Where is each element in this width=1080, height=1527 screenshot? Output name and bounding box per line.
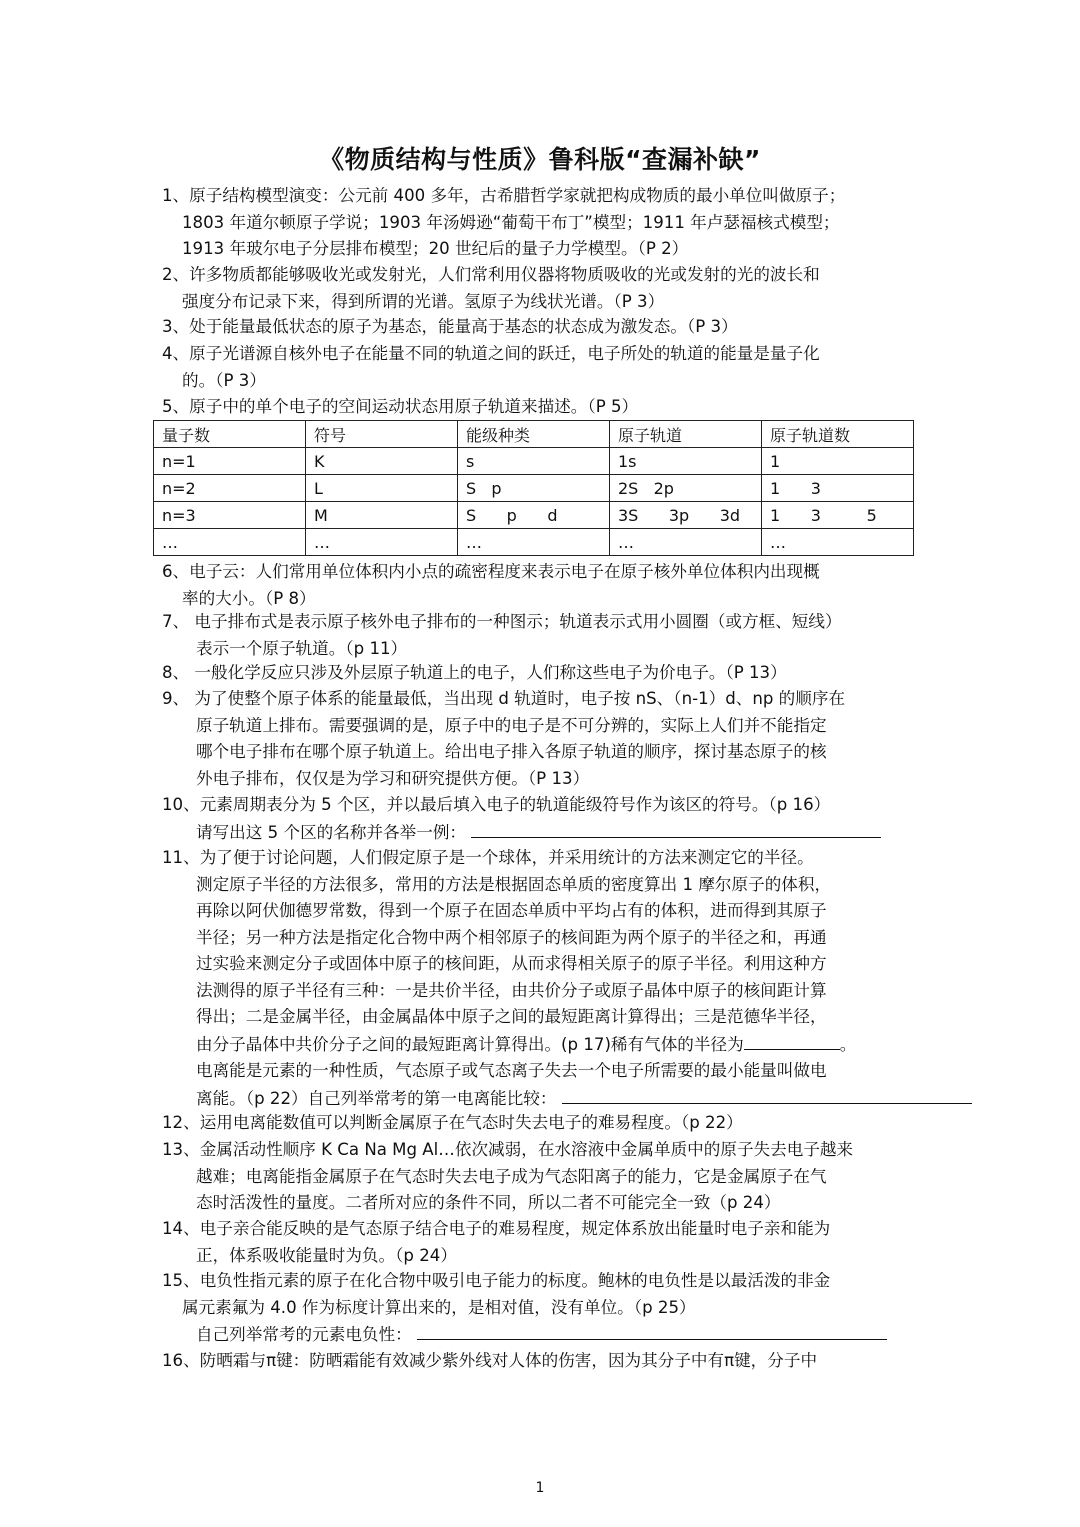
item-line: 强度分布记录下来，得到所谓的光谱。氢原子为线状光谱。（P 3） xyxy=(182,291,665,311)
item-line: 3、处于能量最低状态的原子为基态，能量高于基态的状态成为激发态。（P 3） xyxy=(162,317,738,336)
item-16 xyxy=(162,1348,922,1375)
item-line: 16、防晒霜与π键：防晒霜能有效减少紫外线对人体的伤害，因为其分子中有π键，分子中 xyxy=(162,1351,818,1370)
table-cell: … xyxy=(762,529,914,556)
table-cell: K xyxy=(306,448,458,475)
table-row xyxy=(154,475,914,502)
table-cell: … xyxy=(306,529,458,556)
item-line: 属元素氟为 4.0 作为标度计算出来的，是相对值，没有单位。（p 25） xyxy=(182,1297,696,1317)
table-header-cell: 符号 xyxy=(306,421,458,448)
table-cell: … xyxy=(610,529,762,556)
table-cell: 1s xyxy=(610,448,762,475)
item-line: 12、运用电离能数值可以判断金属原子在气态时失去电子的难易程度。（p 22） xyxy=(162,1113,743,1132)
item-line: 过实验来测定分子或固体中原子的核间距，从而求得相关原子的原子半径。利用这种方 xyxy=(196,954,827,973)
item-line: 14、电子亲合能反映的是气态原子结合电子的难易程度，规定体系放出能量时电子亲和能为 xyxy=(162,1219,831,1238)
table-header-cell: 原子轨道 xyxy=(610,421,762,448)
item-line: 得出；二是金属半径，由金属晶体中原子之间的最短距离计算得出；三是范德华半径， xyxy=(196,1007,827,1026)
prompt-text: 请写出这 5 个区的名称并各举一例： xyxy=(196,822,467,842)
item-2 xyxy=(162,262,922,315)
orbital-table xyxy=(153,420,914,556)
table-cell: S p xyxy=(458,475,610,502)
item-line: 8、 一般化学反应只涉及外层原子轨道上的电子，人们称这些电子为价电子。（P 13） xyxy=(162,663,787,682)
item-9 xyxy=(162,686,922,792)
answer-blank-electronegativity[interactable] xyxy=(417,1321,887,1340)
table-cell: M xyxy=(306,502,458,529)
item-6 xyxy=(162,559,922,612)
item-15 xyxy=(162,1268,922,1349)
item-line: 态时活泼性的量度。二者所对应的条件不同，所以二者不可能完全一致（p 24） xyxy=(196,1193,781,1212)
table-row xyxy=(154,448,914,475)
item-7 xyxy=(162,609,922,662)
item-line: 测定原子半径的方法很多，常用的方法是根据固态单质的密度算出 1 摩尔原子的体积， xyxy=(196,874,832,894)
table-header-row xyxy=(154,421,914,448)
table-cell: 1 xyxy=(762,448,914,475)
item-line: 15、电负性指元素的原子在化合物中吸引电子能力的标度。鲍林的电负性是以最活泼的非金 xyxy=(162,1271,831,1290)
table-row xyxy=(154,529,914,556)
item-line: 1913 年玻尔电子分层排布模型；20 世纪后的量子力学模型。（P 2） xyxy=(182,239,689,258)
item-8 xyxy=(162,660,922,687)
item-line: 7、 电子排布式是表示原子核外电子排布的一种图示；轨道表示式用小圆圈（或方框、短线） xyxy=(162,612,842,631)
answer-blank-regions[interactable] xyxy=(471,819,881,838)
item-line: 9、 为了使整个原子体系的能量最低，当出现 d 轨道时，电子按 nS、（n-1）d、np 的顺序在 xyxy=(162,689,846,708)
prompt-text: 由分子晶体中共价分子之间的最短距离计算得出。(p 17)稀有气体的半径为 xyxy=(196,1034,744,1054)
item-line: 1803 年道尔顿原子学说；1903 年汤姆逊“葡萄干布丁”模型；1911 年卢瑟福核式模型； xyxy=(182,212,840,232)
item-line: 5、原子中的单个电子的空间运动状态用原子轨道来描述。（P 5） xyxy=(162,397,639,416)
item-line: 表示一个原子轨道。（p 11） xyxy=(196,638,408,658)
table-header-cell: 原子轨道数 xyxy=(762,421,914,448)
prompt-text: 离能。（p 22）自己列举常考的第一电离能比较： xyxy=(196,1088,557,1108)
item-line: 原子轨道上排布。需要强调的是，原子中的电子是不可分辨的，实际上人们并不能指定 xyxy=(196,715,827,735)
item-3 xyxy=(162,314,922,341)
page-number: 1 xyxy=(535,1480,545,1496)
item-line: 越难；电离能指金属原子在气态时失去电子成为气态阳离子的能力，它是金属原子在气 xyxy=(196,1166,827,1186)
document-title: 《物质结构与性质》鲁科版“查漏补缺” xyxy=(319,145,761,174)
table-cell: s xyxy=(458,448,610,475)
item-line: 13、金属活动性顺序 K Ca Na Mg Al…依次减弱，在水溶液中金属单质中的原子失去电子越来 xyxy=(162,1140,854,1159)
item-line: 电离能是元素的一种性质，气态原子或气态离子失去一个电子所需要的最小能量叫做电 xyxy=(196,1061,827,1080)
item-line: 2、许多物质都能够吸收光或发射光，人们常利用仪器将物质吸收的光或发射的光的波长和 xyxy=(162,265,820,284)
table-cell: 3S 3p 3d xyxy=(610,502,762,529)
table-row xyxy=(154,502,914,529)
table-header-cell: 能级种类 xyxy=(458,421,610,448)
answer-blank-ionization-energy[interactable] xyxy=(562,1085,972,1104)
item-line: 哪个电子排布在哪个原子轨道上。给出电子排入各原子轨道的顺序，探讨基态原子的核 xyxy=(196,742,827,761)
item-line: 法测得的原子半径有三种：一是共价半径，由共价分子或原子晶体中原子的核间距计算 xyxy=(196,980,827,1000)
table-cell: … xyxy=(154,529,306,556)
item-line: 的。（P 3） xyxy=(182,370,266,390)
item-1 xyxy=(162,183,922,263)
answer-blank-noble-gas-radius[interactable] xyxy=(744,1031,840,1050)
item-line: 率的大小。（P 8） xyxy=(182,588,316,608)
item-12 xyxy=(162,1110,922,1137)
period: 。 xyxy=(839,1034,857,1054)
item-line: 4、原子光谱源自核外电子在能量不同的轨道之间的跃迁，电子所处的轨道的能量是量子化 xyxy=(162,344,820,363)
item-line: 6、电子云：人们常用单位体积内小点的疏密程度来表示电子在原子核外单位体积内出现概 xyxy=(162,562,820,581)
item-line: 1、原子结构模型演变：公元前 400 多年，古希腊哲学家就把构成物质的最小单位叫做原子； xyxy=(162,186,846,205)
item-line: 外电子排布，仅仅是为学习和研究提供方便。（P 13） xyxy=(196,768,590,788)
table-cell: n=3 xyxy=(154,502,306,529)
table-cell: S p d xyxy=(458,502,610,529)
table-cell: n=2 xyxy=(154,475,306,502)
item-line: 10、元素周期表分为 5 个区，并以最后填入电子的轨道能级符号作为该区的符号。（p 16） xyxy=(162,795,831,814)
table-header-cell: 量子数 xyxy=(154,421,306,448)
item-10 xyxy=(162,792,922,846)
table-cell: 1 3 5 xyxy=(762,502,914,529)
item-line: 半径；另一种方法是指定化合物中两个相邻原子的核间距为两个原子的半径之和，再通 xyxy=(196,927,827,947)
item-11 xyxy=(162,845,922,1112)
item-line: 11、为了便于讨论问题，人们假定原子是一个球体，并采用统计的方法来测定它的半径。 xyxy=(162,848,814,867)
item-14 xyxy=(162,1216,922,1269)
item-13 xyxy=(162,1137,922,1217)
item-line: 正，体系吸收能量时为负。（p 24） xyxy=(196,1245,457,1265)
item-line: 再除以阿伏伽德罗常数，得到一个原子在固态单质中平均占有的体积，进而得到其原子 xyxy=(196,901,827,920)
table-cell: … xyxy=(458,529,610,556)
table-cell: 2S 2p xyxy=(610,475,762,502)
table-cell: n=1 xyxy=(154,448,306,475)
table-cell: L xyxy=(306,475,458,502)
item-line xyxy=(162,1031,922,1059)
item-5 xyxy=(162,394,922,421)
table-cell: 1 3 xyxy=(762,475,914,502)
item-4 xyxy=(162,341,922,394)
prompt-text: 自己列举常考的元素电负性： xyxy=(196,1325,412,1344)
item-line xyxy=(162,1321,922,1349)
item-line xyxy=(162,1085,922,1113)
item-line xyxy=(162,819,922,847)
